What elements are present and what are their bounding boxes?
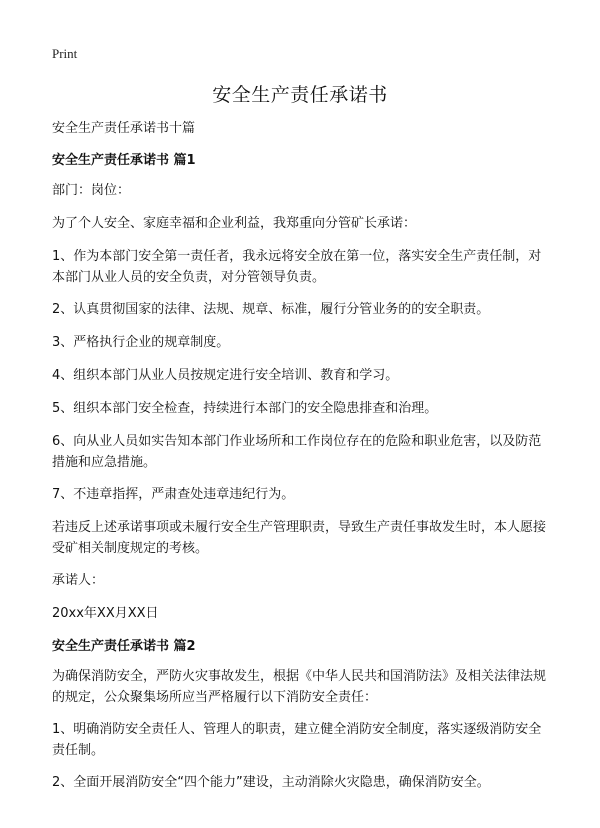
document-body <box>52 118 550 805</box>
document-subtitle: 安全生产责任承诺书十篇 <box>52 121 196 136</box>
document-title: 安全生产责任承诺书 <box>212 84 388 106</box>
paragraph: 为确保消防安全，严防火灾事故发生，根据《中华人民共和国消防法》及相关法律法规的规定，公众聚集场所应当严格履行以下消防安全责任： <box>52 669 547 705</box>
paragraph: 7、不违章指挥，严肃查处违章违纪行为。 <box>52 487 295 502</box>
paragraph: 部门：岗位： <box>52 183 131 198</box>
section-heading-1: 安全生产责任承诺书 篇1 <box>52 153 196 168</box>
paragraph: 3、严格执行企业的规章制度。 <box>52 335 230 350</box>
paragraph: 2、全面开展消防安全“四个能力”建设，主动消除火灾隐患，确保消防安全。 <box>52 775 490 790</box>
paragraph: 2、认真贯彻国家的法律、法规、规章、标准，履行分管业务的的安全职责。 <box>52 302 490 317</box>
section-heading-2: 安全生产责任承诺书 篇2 <box>52 639 196 654</box>
paragraph: 为了个人安全、家庭幸福和企业利益，我郑重向分管矿长承诺： <box>52 216 417 231</box>
print-link[interactable]: Print <box>52 46 78 61</box>
signature-date: 20xx年XX月XX日 <box>52 606 159 621</box>
paragraph: 6、向从业人员如实告知本部门作业场所和工作岗位存在的危险和职业危害，以及防范措施和应急措施。 <box>52 434 542 470</box>
signatory-label: 承诺人： <box>52 573 105 588</box>
paragraph: 1、作为本部门安全第一责任者，我永远将安全放在第一位，落实安全生产责任制，对本部门从业人员的安全负责，对分管领导负责。 <box>52 249 542 285</box>
paragraph: 4、组织本部门从业人员按规定进行安全培训、教育和学习。 <box>52 368 399 383</box>
paragraph: 5、组织本部门安全检查，持续进行本部门的安全隐患排查和治理。 <box>52 401 438 416</box>
paragraph: 1、明确消防安全责任人、管理人的职责，建立健全消防安全制度，落实逐级消防安全责任制。 <box>52 722 542 758</box>
paragraph: 若违反上述承诺事项或未履行安全生产管理职责，导致生产责任事故发生时，本人愿接受矿相关制度规定的考核。 <box>52 520 547 556</box>
